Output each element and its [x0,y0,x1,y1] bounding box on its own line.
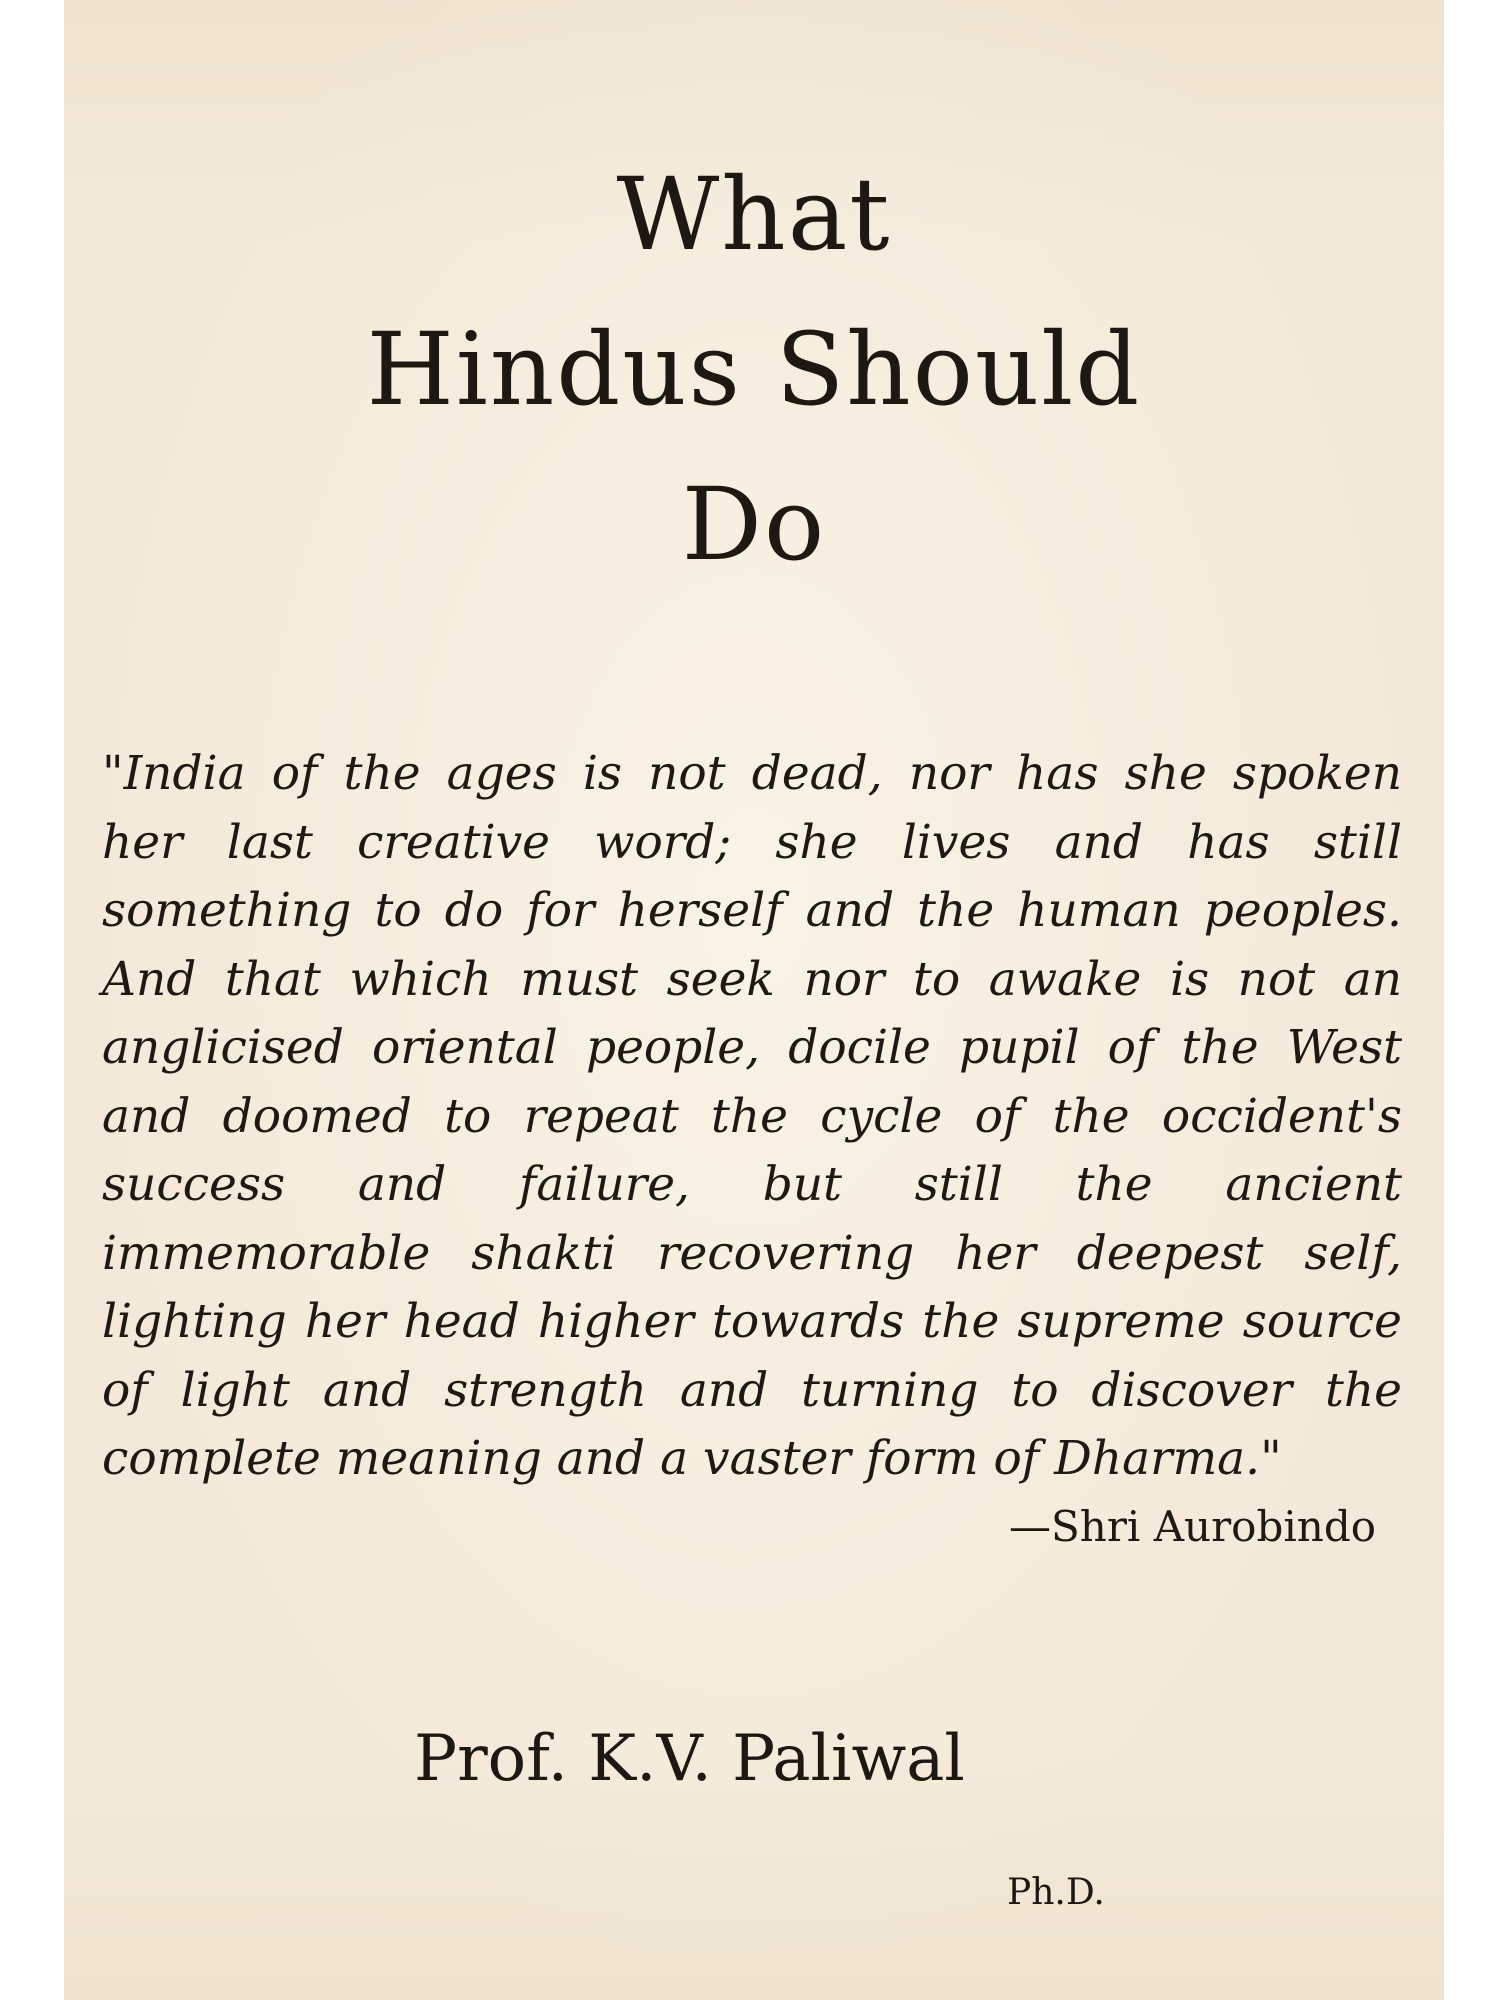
quote-block [102,740,1402,1494]
quote-line: "India of the ages is not dead, nor has she spoken [102,746,1402,801]
quote-line: something to do for herself and the human peoples. [102,883,1402,938]
quote-line: her last creative word; she lives and has still [102,814,1402,870]
quote-line: anglicised oriental people, docile pupil of the West [102,1020,1402,1075]
quote-line: And that which must seek nor to awake is not an [102,951,1402,1007]
quote-line: of light and strength and turning to discover the [102,1362,1402,1418]
quote-line: success and failure, but still the ancient [102,1157,1402,1212]
author-degree: Ph.D. [1007,1872,1105,1913]
title-line-2: Hindus Should [366,311,1142,428]
quote-line: lighting her head higher towards the supreme source [102,1294,1402,1349]
title-line-1: What [616,156,892,273]
author-name: Prof. K.V. Paliwal [414,1722,965,1796]
quote-line: complete meaning and a vaster form of Dharma." [102,1431,1282,1486]
quote-line: and doomed to repeat the cycle of the occident's [102,1088,1402,1144]
quote-attribution: —Shri Aurobindo [1009,1502,1376,1551]
quote-line: immemorable shakti recovering her deepest self, [102,1225,1402,1281]
cover-page [64,0,1444,2000]
title-line-3: Do [681,466,827,583]
